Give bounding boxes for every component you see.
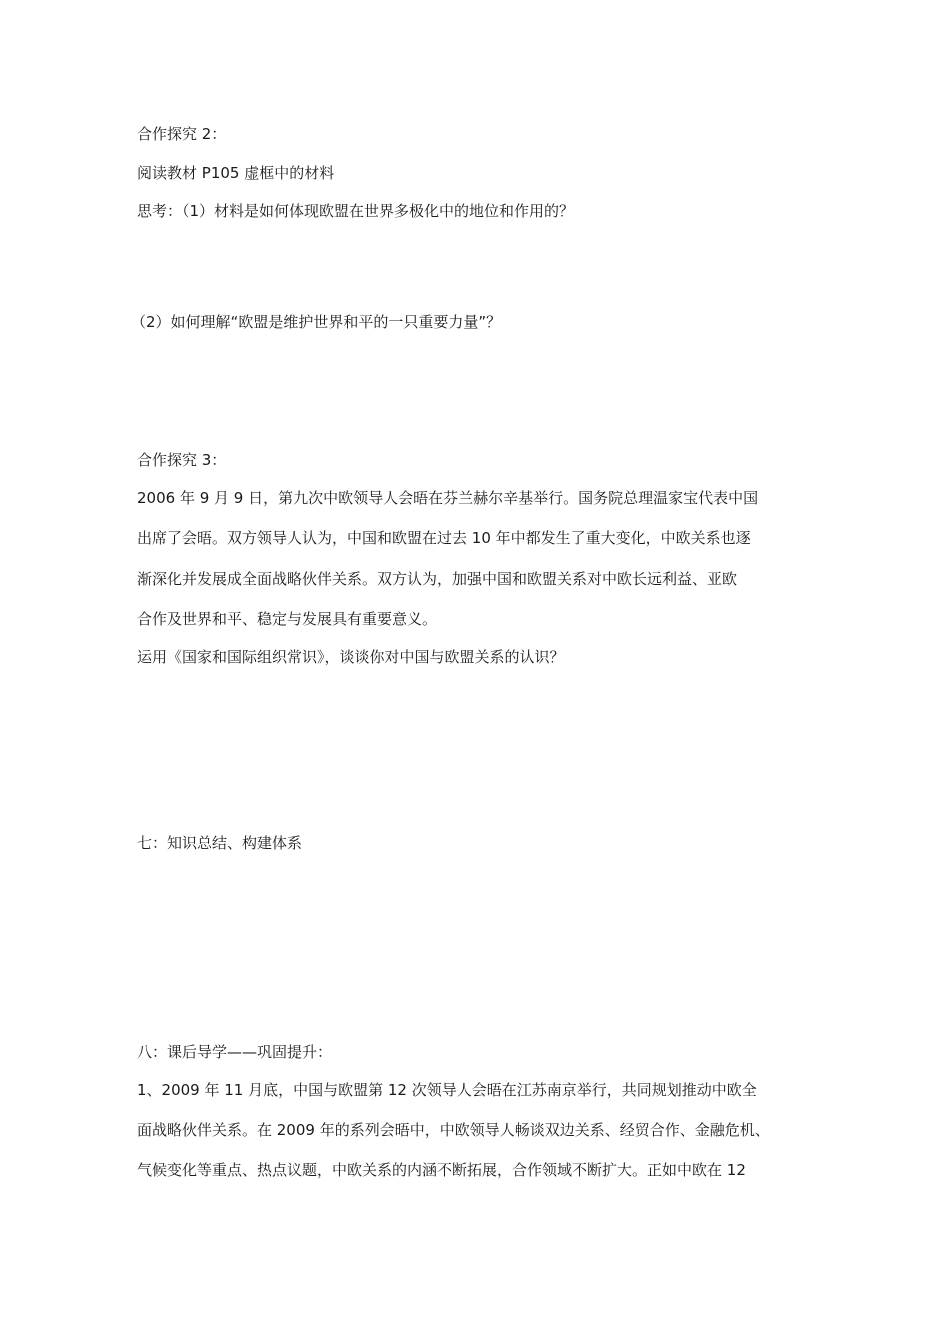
- section8-paragraph-line: 1、2009 年 11 月底，中国与欧盟第 12 次领导人会晤在江苏南京举行，共同规划推动中欧全: [137, 1081, 757, 1099]
- section3-paragraph-line: 合作及世界和平、稳定与发展具有重要意义。: [137, 610, 438, 628]
- section2-question2: （2）如何理解“欧盟是维护世界和平的一只重要力量”？: [131, 313, 502, 331]
- section3-paragraph-line: 渐深化并发展成全面战略伙伴关系。双方认为，加强中国和欧盟关系对中欧长远利益、亚欧: [137, 570, 738, 588]
- section3-title: 合作探究 3：: [137, 451, 227, 469]
- section2-instruction: 阅读教材 P105 虚框中的材料: [137, 164, 335, 182]
- section3-paragraph-line: 出席了会晤。双方领导人认为，中国和欧盟在过去 10 年中都发生了重大变化，中欧关系也逐: [137, 529, 751, 547]
- section2-title: 合作探究 2：: [137, 125, 227, 143]
- section8-paragraph-line: 面战略伙伴关系。在 2009 年的系列会晤中，中欧领导人畅谈双边关系、经贸合作、金融危机、: [137, 1121, 770, 1139]
- section3-question: 运用《国家和国际组织常识》，谈谈你对中国与欧盟关系的认识？: [137, 648, 565, 666]
- section3-paragraph-line: 2006 年 9 月 9 日，第九次中欧领导人会晤在芬兰赫尔辛基举行。国务院总理温家宝代表中国: [137, 489, 759, 507]
- section8-title: 八：课后导学——巩固提升：: [137, 1043, 333, 1061]
- section2-question1: 思考：（1）材料是如何体现欧盟在世界多极化中的地位和作用的？: [137, 202, 575, 220]
- section8-paragraph-line: 气候变化等重点、热点议题，中欧关系的内涵不断拓展，合作领域不断扩大。正如中欧在 12: [137, 1161, 746, 1179]
- section7-title: 七：知识总结、构建体系: [137, 834, 303, 852]
